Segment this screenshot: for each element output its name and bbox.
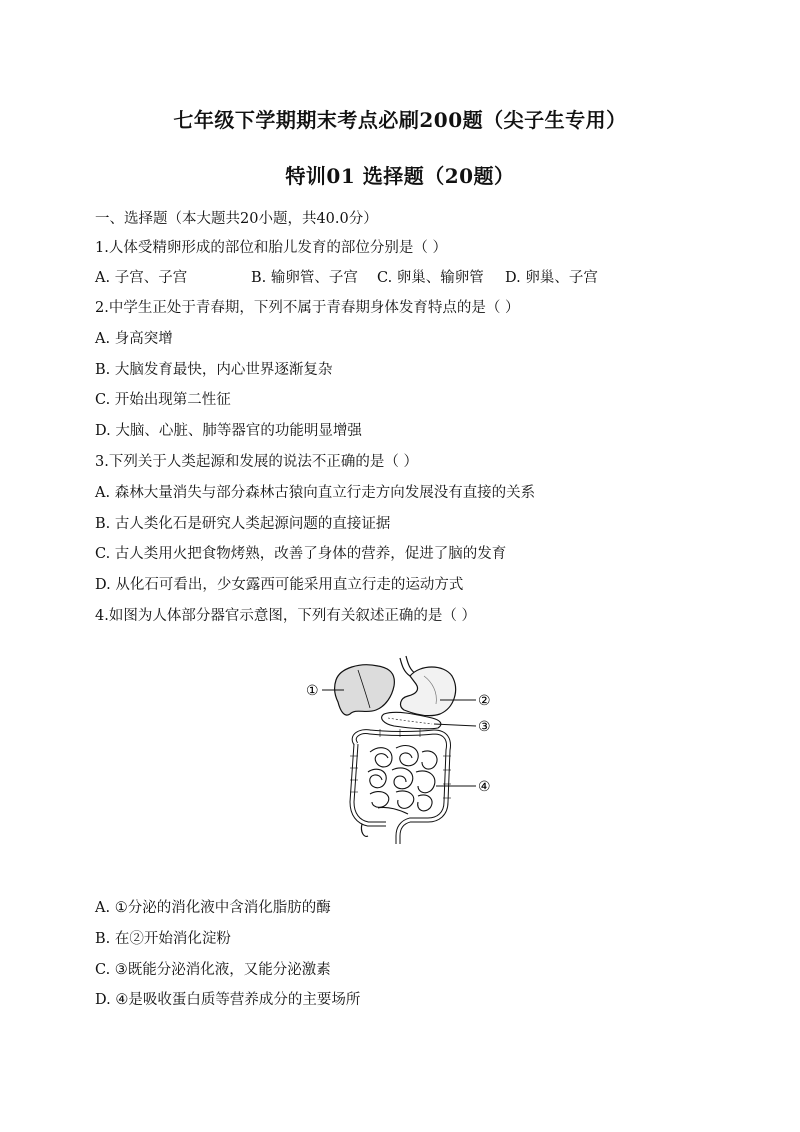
question-3-option-a: A. 森林大量消失与部分森林古猿向直立行走方向发展没有直接的关系 [95, 485, 536, 501]
question-1-options [95, 266, 598, 287]
question-3-stem: 3.下列关于人类起源和发展的说法不正确的是（ ） [95, 454, 418, 470]
question-1-option-d: D. 卵巢、子宫 [505, 270, 598, 286]
section-heading: 一、选择题（本大题共20小题，共40.0分） [95, 211, 378, 227]
diagram-label-1: ① [306, 683, 319, 699]
question-2-stem: 2.中学生正处于青春期，下列不属于青春期身体发育特点的是（ ） [95, 300, 520, 316]
question-3-option-c: C. 古人类用火把食物烤熟，改善了身体的营养，促进了脑的发育 [95, 546, 507, 562]
question-3-option-b: B. 古人类化石是研究人类起源问题的直接证据 [95, 516, 391, 532]
question-2-option-d: D. 大脑、心脏、肺等器官的功能明显增强 [95, 423, 362, 439]
diagram-label-2: ② [478, 693, 491, 709]
question-4-option-b: B. 在②开始消化淀粉 [95, 931, 231, 947]
digestive-system-diagram [300, 652, 510, 852]
question-4-stem: 4.如图为人体部分器官示意图，下列有关叙述正确的是（ ） [95, 608, 476, 624]
diagram-label-3: ③ [478, 719, 491, 735]
question-1-option-a: A. 子宫、子宫 [95, 270, 188, 286]
question-1-option-b: B. 输卵管、子宫 [251, 270, 358, 286]
question-2-option-a: A. 身高突增 [95, 331, 173, 347]
question-4-option-a: A. ①分泌的消化液中含消化脂肪的酶 [95, 900, 331, 916]
question-1-stem: 1.人体受精卵形成的部位和胎儿发育的部位分别是（ ） [95, 240, 447, 256]
question-1-option-c: C. 卵巢、输卵管 [377, 270, 484, 286]
document-title: 七年级下学期期末考点必刷200题（尖子生专用） [173, 108, 627, 132]
question-4-option-d: D. ④是吸收蛋白质等营养成分的主要场所 [95, 992, 361, 1008]
diagram-label-4: ④ [478, 779, 491, 795]
question-3-option-d: D. 从化石可看出，少女露西可能采用直立行走的运动方式 [95, 577, 464, 593]
question-4-option-c: C. ③既能分泌消化液，又能分泌激素 [95, 962, 331, 978]
small-intestine-shape [368, 746, 437, 814]
question-2-option-c: C. 开始出现第二性征 [95, 392, 231, 408]
stomach-shape [401, 667, 456, 716]
document-subtitle: 特训01 选择题（20题） [285, 164, 515, 188]
question-2-option-b: B. 大脑发育最快，内心世界逐渐复杂 [95, 362, 333, 378]
